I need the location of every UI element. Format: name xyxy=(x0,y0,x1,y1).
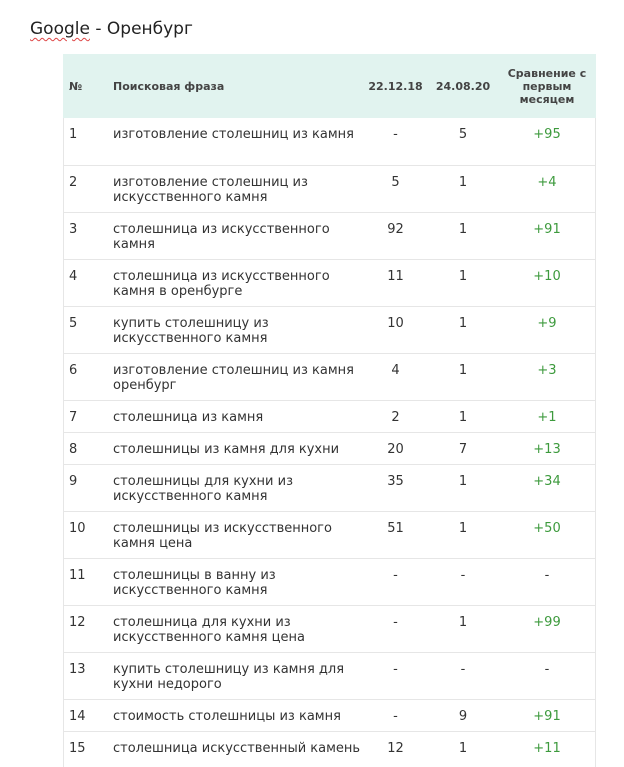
row-date1-position: - xyxy=(363,652,428,699)
table-row xyxy=(63,605,596,652)
row-date1-position: 2 xyxy=(363,400,428,432)
table-row xyxy=(63,259,596,306)
row-date2-position: - xyxy=(428,652,498,699)
row-compare: +10 xyxy=(498,259,596,306)
row-phrase: столешница искусственный камень xyxy=(113,731,363,763)
row-date2-position: 1 xyxy=(428,212,498,259)
header-phrase: Поисковая фраза xyxy=(113,79,225,93)
row-num: 9 xyxy=(63,464,113,511)
row-phrase: изготовление столешниц из камня xyxy=(113,127,354,142)
row-date1-position: 11 xyxy=(363,259,428,306)
table-row xyxy=(63,306,596,353)
row-date2-position: 9 xyxy=(428,699,498,731)
row-date1-position: 10 xyxy=(363,306,428,353)
row-compare: +9 xyxy=(498,306,596,353)
row-phrase: столешница из камня xyxy=(113,400,363,432)
table-row xyxy=(63,731,596,763)
row-num: 7 xyxy=(63,400,113,432)
row-phrase: изготовление столешниц из камня оренбург xyxy=(113,353,363,400)
row-compare: - xyxy=(498,652,596,699)
header-date1: 22.12.18 xyxy=(368,79,423,93)
header-num: № xyxy=(69,79,83,93)
row-date2-position: 1 xyxy=(428,731,498,763)
row-date2-position: 5 xyxy=(458,127,468,142)
table-body xyxy=(63,118,596,763)
row-phrase: столешница для кухни из искусственного камня цена xyxy=(113,605,363,652)
row-num: 4 xyxy=(63,259,113,306)
row-num: 2 xyxy=(63,165,113,212)
row-date2-position: 1 xyxy=(428,306,498,353)
page-title-region: - Оренбург xyxy=(89,19,193,39)
row-num: 13 xyxy=(63,652,113,699)
row-phrase: столешницы в ванну из искусственного камня xyxy=(113,558,363,605)
row-date1-position: - xyxy=(363,605,428,652)
row-date2-position: 1 xyxy=(428,259,498,306)
table-row xyxy=(63,464,596,511)
row-phrase: купить столешницу из камня для кухни недорого xyxy=(113,652,363,699)
row-num: 15 xyxy=(63,731,113,763)
row-date1-position: 20 xyxy=(363,432,428,464)
table-row xyxy=(63,699,596,731)
table-row xyxy=(63,400,596,432)
row-num: 12 xyxy=(63,605,113,652)
row-date1-position: 35 xyxy=(363,464,428,511)
row-phrase: изготовление столешниц из искусственного камня xyxy=(113,165,363,212)
row-num: 5 xyxy=(63,306,113,353)
row-date1-position: - xyxy=(363,558,428,605)
page-title-brand: Google xyxy=(30,19,90,39)
row-compare: +1 xyxy=(498,400,596,432)
row-date1-position: 4 xyxy=(363,353,428,400)
table-row xyxy=(63,432,596,464)
header-date2: 24.08.20 xyxy=(435,79,491,93)
row-compare: +91 xyxy=(498,212,596,259)
page-title xyxy=(30,19,193,39)
row-phrase: столешница из искусственного камня xyxy=(113,212,363,259)
row-date1-position: - xyxy=(363,699,428,731)
row-compare: +99 xyxy=(498,605,596,652)
row-date2-position: 1 xyxy=(428,605,498,652)
row-date2-position: 1 xyxy=(428,353,498,400)
row-num: 10 xyxy=(63,511,113,558)
table-row xyxy=(63,353,596,400)
row-num: 3 xyxy=(63,212,113,259)
row-date2-position: 1 xyxy=(428,464,498,511)
table-row xyxy=(63,558,596,605)
row-phrase: столешницы из камня для кухни xyxy=(113,432,363,464)
row-date1-position: 51 xyxy=(363,511,428,558)
row-phrase: столешницы для кухни из искусственного камня xyxy=(113,464,363,511)
header-compare: Сравнение с первым месяцем xyxy=(507,66,587,106)
row-num: 11 xyxy=(63,558,113,605)
row-compare: +91 xyxy=(498,699,596,731)
table-row xyxy=(63,118,596,165)
row-num: 1 xyxy=(69,127,78,142)
table-row xyxy=(63,212,596,259)
row-compare: - xyxy=(498,558,596,605)
row-compare: +34 xyxy=(498,464,596,511)
row-date1-position: - xyxy=(393,127,398,142)
row-phrase: купить столешницу из искусственного камня xyxy=(113,306,363,353)
row-compare: +13 xyxy=(498,432,596,464)
row-compare: +3 xyxy=(498,353,596,400)
row-compare: +50 xyxy=(498,511,596,558)
row-num: 6 xyxy=(63,353,113,400)
row-phrase: столешницы из искусственного камня цена xyxy=(113,511,363,558)
table-row xyxy=(63,652,596,699)
row-date1-position: 92 xyxy=(363,212,428,259)
row-num: 8 xyxy=(63,432,113,464)
row-date2-position: - xyxy=(428,558,498,605)
row-compare: +95 xyxy=(533,127,561,142)
table-header-row xyxy=(63,54,596,118)
row-date2-position: 1 xyxy=(428,400,498,432)
row-compare: +4 xyxy=(498,165,596,212)
row-phrase: стоимость столешницы из камня xyxy=(113,699,363,731)
row-num: 14 xyxy=(63,699,113,731)
row-date1-position: 5 xyxy=(363,165,428,212)
row-phrase: столешница из искусственного камня в оренбурге xyxy=(113,259,363,306)
row-compare: +11 xyxy=(498,731,596,763)
table-row xyxy=(63,165,596,212)
row-date1-position: 12 xyxy=(363,731,428,763)
rankings-table-container xyxy=(63,54,596,763)
table-row xyxy=(63,511,596,558)
row-date2-position: 1 xyxy=(428,165,498,212)
rankings-table xyxy=(63,54,596,763)
row-date2-position: 7 xyxy=(428,432,498,464)
row-date2-position: 1 xyxy=(428,511,498,558)
